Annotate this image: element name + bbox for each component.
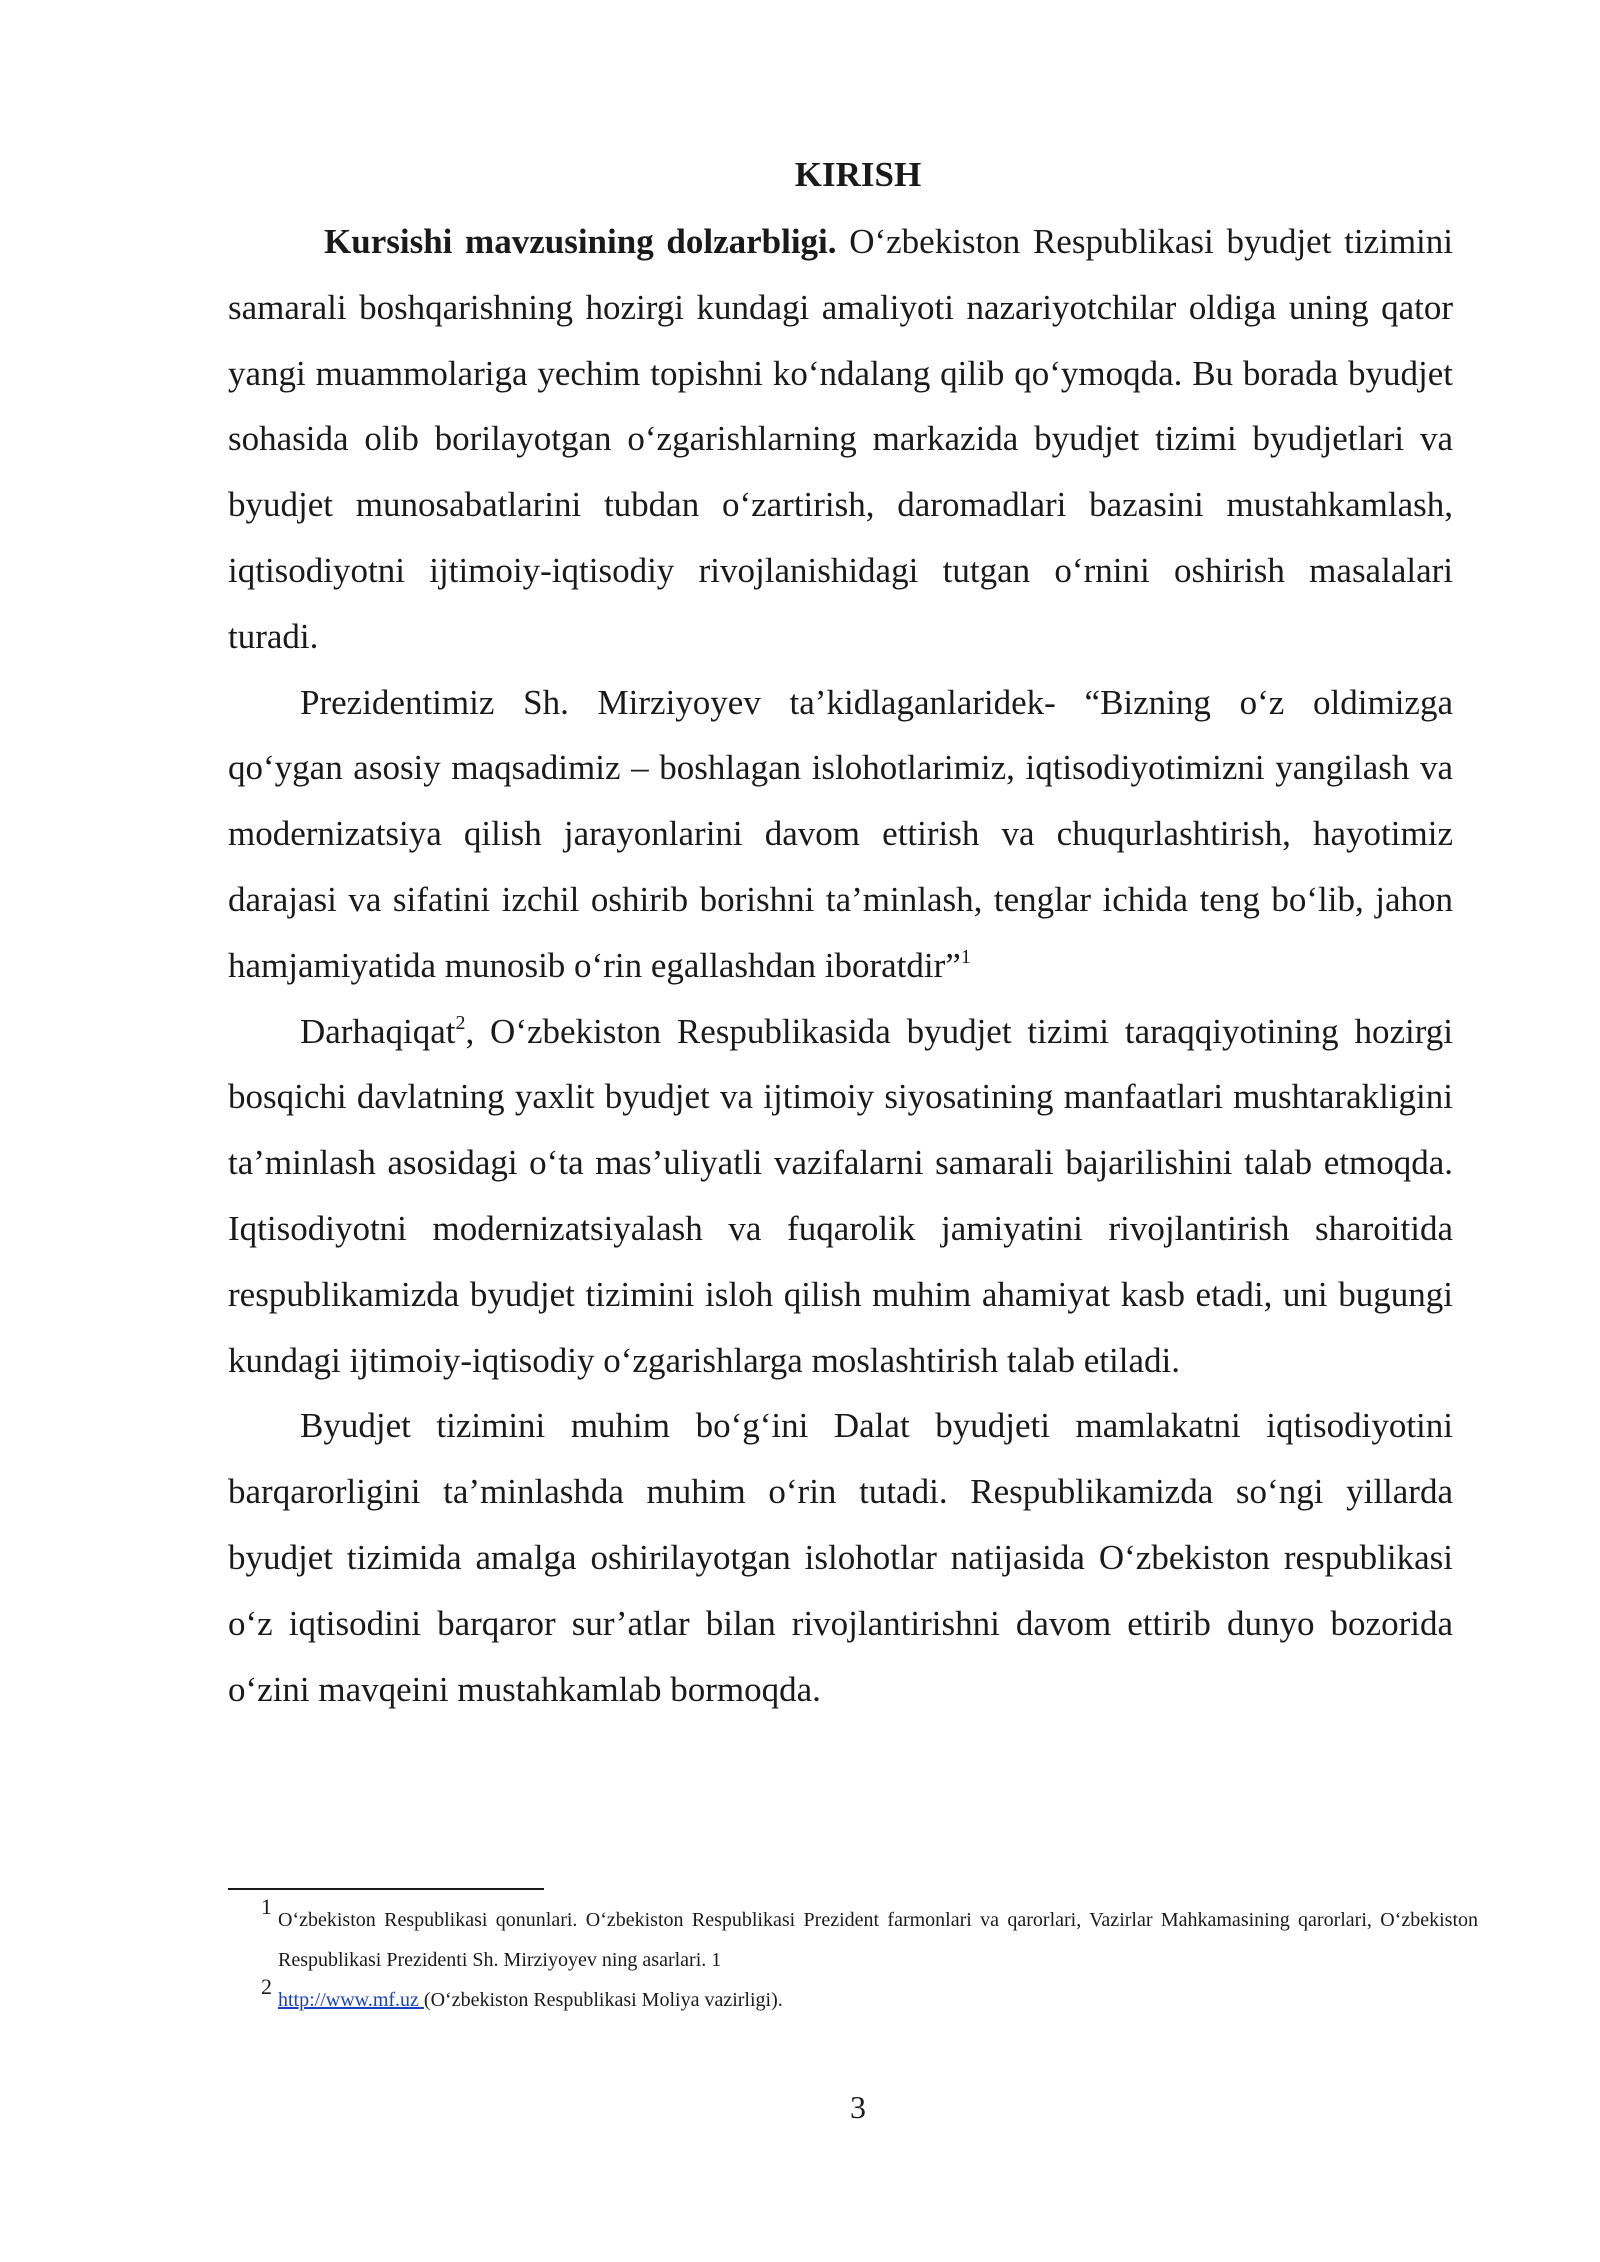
footnote-2: 2http://www.mf.uz (O‘zbekiston Respublikasi Moliya vazirligi). — [261, 1974, 783, 2011]
footnote-text: O‘zbekiston Respublikasi qonunlari. O‘zbekiston Respublikasi Prezident farmonlari va qarorlari, Vazirlar Mahkamasining qarorlari, O‘zbekiston Respublikasi Prezidenti Sh. Mirziyoyev ning asarlari. 1 — [278, 1909, 1478, 1971]
footnote-text: (O‘zbekiston Respublikasi Moliya vazirligi). — [423, 1989, 783, 2011]
paragraph-relevance — [228, 209, 1453, 670]
paragraph-lead: Kursishi mavzusining dolzarbligi. — [324, 222, 837, 261]
paragraph-text: , O‘zbekiston Respublikasida byudjet tizimi taraqqiyotining hozirgi bosqichi davlatning yaxlit byudjet va ijtimoiy siyosatining manfaatlari mushtarakligini ta’minlash asosidagi o‘ta mas’uliyatli vazifalarni samarali bajarilishini talab etmoqda. Iqtisodiyotni modernizatsiyalash va fuqarolik jamiyatini rivojlantirish sharoitida respublikamizda byudjet tizimini isloh qilish muhim ahamiyat kasb etadi, uni bugungi kundagi ijtimoiy-iqtisodiy o‘zgarishlarga moslashtirish talab etiladi. — [228, 1011, 1453, 1380]
page-heading: KIRISH — [794, 155, 922, 194]
footnotes — [228, 1894, 1478, 2020]
paragraph-text: Prezidentimiz Sh. Mirziyoyev ta’kidlaganlaridek- “Bizning o‘z oldimizga qo‘ygan asosiy maqsadimiz – boshlagan islohotlarimiz, iqtisodiyotimizni yangilash va modernizatsiya qilish jarayonlarini davom ettirish va chuqurlashtirish, hayotimiz darajasi va sifatini izchil oshirib borishni ta’minlash, tenglar ichida teng bo‘lib, jahon hamjamiyatida munosib o‘rin egallashdan iboratdir” — [228, 682, 1453, 985]
paragraph-state-budget — [228, 1393, 1453, 1722]
paragraph-text: Byudjet tizimini muhim bo‘g‘ini Dalat byudjeti mamlakatni iqtisodiyotini barqarorligini ta’minlashda muhim o‘rin tutadi. Respublikamizda so‘ngi yillarda byudjet tizimida amalga oshirilayotgan islohotlar natijasida O‘zbekiston respublikasi o‘z iqtisodini barqaror sur’atlar bilan rivojlantirishni davom ettirib dunyo bozorida o‘zini mavqeini mustahkamlab bormoqda. — [228, 1406, 1453, 1709]
body-text — [228, 209, 1453, 1722]
footnote-ref-2[interactable]: 2 — [455, 1011, 466, 1034]
footnote-ref-1[interactable]: 1 — [960, 945, 971, 968]
paragraph-president-quote — [228, 670, 1453, 999]
footnote-link[interactable]: http://www.mf.uz — [278, 1989, 424, 2011]
paragraph-text: O‘zbekiston Respublikasi byudjet tizimini samarali boshqarishning hozirgi kundagi amaliyoti nazariyotchilar oldiga uning qator yangi muammolariga yechim topishni ko‘ndalang qilib qo‘ymoqda. Bu borada byudjet sohasida olib borilayotgan o‘zgarishlarning markazida byudjet tizimi byudjetlari va byudjet munosabatlarini tubdan o‘zartirish, daromadlari bazasini mustahkamlash, iqtisodiyotni ijtimoiy-iqtisodiy rivojlanishidagi tutgan o‘rnini oshirish masalalari turadi. — [228, 222, 1453, 656]
paragraph-text: Darhaqiqat — [300, 1011, 456, 1051]
paragraph-budget-system — [228, 999, 1453, 1394]
page-number: 3 — [850, 2089, 866, 2125]
footnote-1: 1O‘zbekiston Respublikasi qonunlari. O‘zbekiston Respublikasi Prezident farmonlari va qarorlari, Vazirlar Mahkamasining qarorlari, O‘zbekiston Respublikasi Prezidenti Sh. Mirziyoyev ning asarlari. 1 — [261, 1894, 1478, 1971]
footnote-separator — [228, 1888, 544, 1890]
